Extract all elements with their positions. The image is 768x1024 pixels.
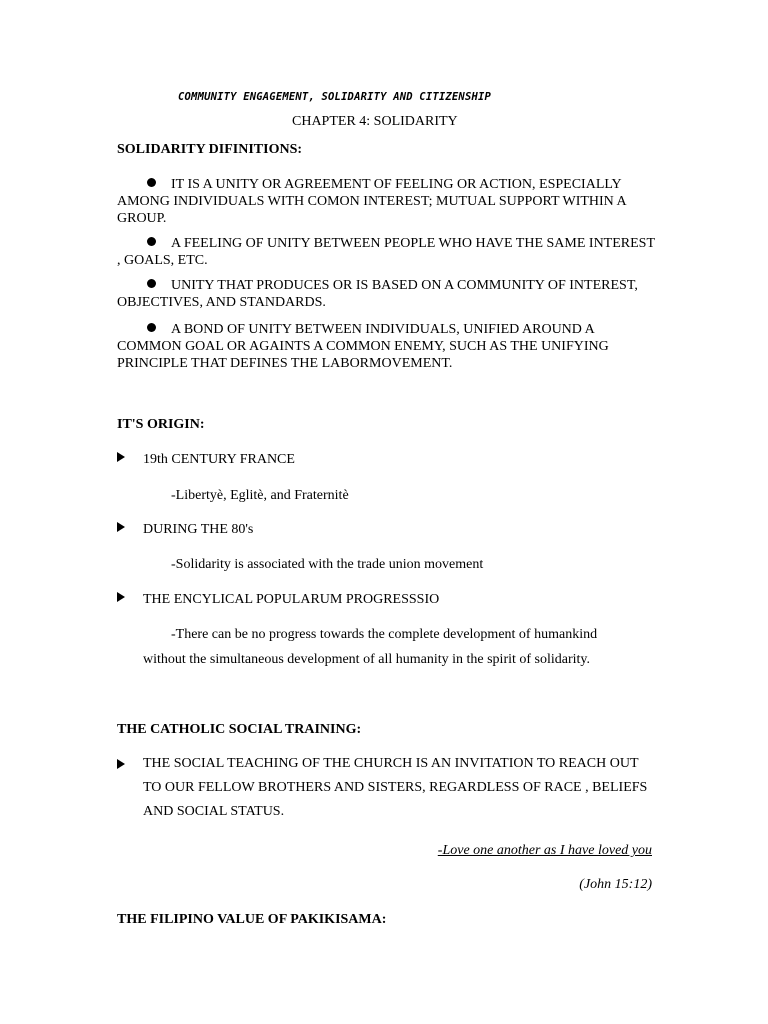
arrow-bullet-icon [117,592,125,602]
chapter-title: CHAPTER 4: SOLIDARITY [292,114,458,129]
origin-detail: -Libertyè, Eglitè, and Fraternitè [171,488,349,503]
filipino-heading: THE FILIPINO VALUE OF PAKIKISAMA: [117,912,387,927]
bullet-icon [147,178,156,187]
definitions-heading: SOLIDARITY DIFINITIONS: [117,142,303,157]
definition-item: IT IS A UNITY OR AGREEMENT OF FEELING OR ACTION, ESPECIALLY AMONG INDIVIDUALS WITH COMON INTEREST; MUTUAL SUPPORT WITHIN A GROUP. [117,177,626,226]
bullet-icon [147,279,156,288]
origin-detail: -There can be no progress towards the complete development of humankind [171,627,598,642]
origin-detail: -Solidarity is associated with the trade union movement [171,557,484,572]
catholic-heading: THE CATHOLIC SOCIAL TRAINING: [117,722,362,737]
definition-item: A FEELING OF UNITY BETWEEN PEOPLE WHO HAVE THE SAME INTEREST , GOALS, ETC. [117,236,655,268]
citation: (John 15:12) [579,877,652,892]
origin-item: THE ENCYLICAL POPULARUM PROGRESSSIO [117,592,439,608]
bullet-icon [147,237,156,246]
document-page: COMMUNITY ENGAGEMENT, SOLIDARITY AND CITIZENSHIP CHAPTER 4: SOLIDARITY SOLIDARITY DIFINITIONS: IT IS A UNITY OR AGREEMENT OF FEELING OR ACTION, ESPECIALLY AMONG INDIVIDUALS WITH COMON INTEREST; MUTUAL SUPPORT WITHIN A GROUP. A FEELING OF UNITY BETWEEN PEOPLE WHO HAVE THE SAME INTEREST , GOALS, ETC. UNITY THAT PRODUCES OR IS BASED ON A COMMUNITY OF INTEREST, OBJECTIVES, AND STANDARDS. A BOND OF UNITY BETWEEN INDIVIDUALS, UNIFIED AROUND A COMMON GOAL OR AGAINTS A COMMON ENEMY, SUCH AS THE UNIFYING PRINCIPLE THAT DEFINES THE LABORMOVEMENT. IT'S ORIGIN: 19th CENTURY FRANCE -Libertyè, Eglitè, and Fraternitè DURING THE 80's -Solidarity is associated with the trade union movement THE ENCYLICAL POPULARUM PROGRESSSIO -There can be no progress towards the complete development of humankind without the simultaneous development of all humanity in the spirit of solidarity. THE CATHOLIC SOCIAL TRAINING: THE SOCIAL TEACHING OF THE CHURCH IS AN INVITATION TO REACH OUT TO OUR FELLOW BROTHERS AND SISTERS, REGARDLESS OF RACE , BELIEFS AND SOCIAL STATUS. -Love one another as I have loved you (John 15:12) THE FILIPINO VALUE OF PAKIKISAMA: [117,91,661,927]
definition-item: A BOND OF UNITY BETWEEN INDIVIDUALS, UNIFIED AROUND A COMMON GOAL OR AGAINTS A COMMON ENEMY, SUCH AS THE UNIFYING PRINCIPLE THAT DEFINES THE LABORMOVEMENT. [117,322,609,371]
arrow-bullet-icon [117,522,125,532]
arrow-bullet-icon [117,452,125,462]
origin-detail-continued: without the simultaneous development of all humanity in the spirit of solidarity. [143,652,591,667]
bullet-icon [147,323,156,332]
definition-item: UNITY THAT PRODUCES OR IS BASED ON A COMMUNITY OF INTEREST, OBJECTIVES, AND STANDARDS. [117,278,638,310]
document-title: COMMUNITY ENGAGEMENT, SOLIDARITY AND CITIZENSHIP [178,91,492,103]
origin-item: 19th CENTURY FRANCE [117,452,295,468]
origin-heading: IT'S ORIGIN: [117,417,205,432]
origin-item: DURING THE 80's [117,522,253,538]
arrow-bullet-icon [117,759,125,769]
quote: -Love one another as I have loved you [437,843,652,858]
